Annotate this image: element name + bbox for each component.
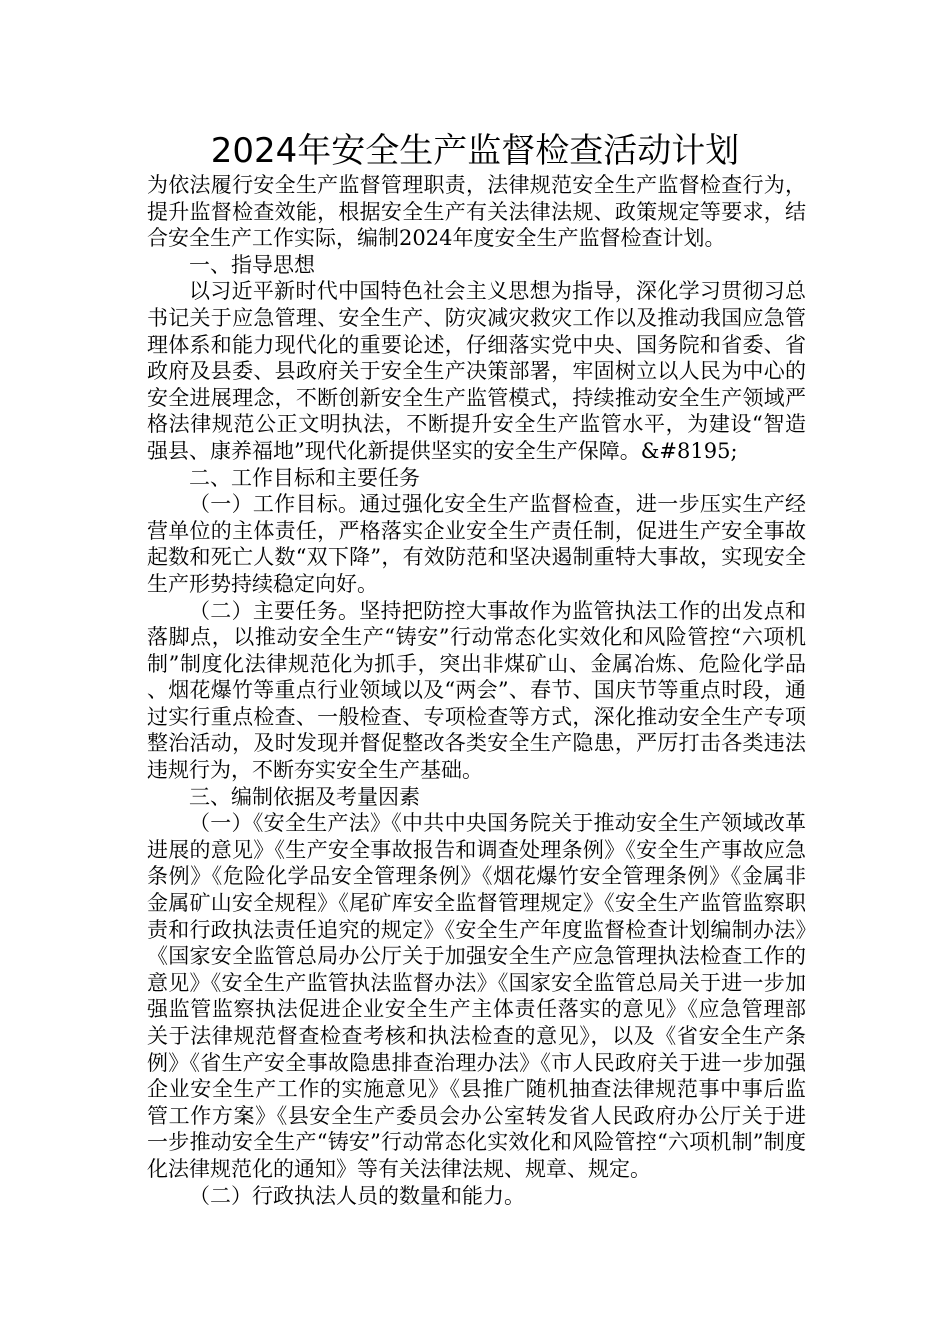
section-heading-guiding-ideology: 一、指导思想 [189,252,315,277]
intro-paragraph: 为依法履行安全生产监督管理职责，法律规范安全生产监督检查行为，提升监督检查效能，根据安全生产有关法律法规、政策规定等要求，结合安全生产工作实际，编制2024年度安全生产监督检查计划。 [147,173,806,251]
document-title: 2024年安全生产监督检查活动计划 [210,131,740,171]
document-body [147,172,806,1209]
work-goal-paragraph: （一）工作目标。通过强化安全生产监督检查，进一步压实生产经营单位的主体责任，严格落实企业安全生产责任制，促进生产安全事故起数和死亡人数“双下降”，有效防范和坚决遏制重特大事故，实现安全生产形势持续稳定向好。 [147,492,806,596]
main-tasks-paragraph: （二）主要任务。坚持把防控大事故作为监管执法工作的出发点和落脚点，以推动安全生产“铸安”行动常态化实效化和风险管控“六项机制”制度化法律规范化为抓手，突出非煤矿山、金属冶炼、危险化学品、烟花爆竹等重点行业领域以及“两会”、春节、国庆节等重点时段，通过实行重点检查、一般检查、专项检查等方式，深化推动安全生产专项整治活动，及时发现并督促整改各类安全生产隐患，严厉打击各类违法违规行为，不断夯实安全生产基础。 [147,598,806,783]
section-heading-basis-factors: 三、编制依据及考量因素 [189,784,420,809]
enforcement-staff-paragraph: （二）行政执法人员的数量和能力。 [189,1183,525,1208]
legal-basis-paragraph: （一）《安全生产法》《中共中央国务院关于推动安全生产领域改革进展的意见》《生产安全事故报告和调查处理条例》《安全生产事故应急条例》《危险化学品安全管理条例》《烟花爆竹安全管理条例》《金属非金属矿山安全规程》《尾矿库安全监督管理规定》《安全生产监管监察职责和行政执法责任追究的规定》《安全生产年度监督检查计划编制办法》《国家安全监管总局办公厅关于加强安全生产应急管理执法检查工作的意见》《安全生产监管执法监督办法》《国家安全监管总局关于进一步加强监管监察执法促进企业安全生产主体责任落实的意见》《应急管理部关于法律规范督查检查考核和执法检查的意见》，以及《省安全生产条例》《省生产安全事故隐患排查治理办法》《市人民政府关于进一步加强企业安全生产工作的实施意见》《县推广随机抽查法律规范事中事后监管工作方案》《县安全生产委员会办公室转发省人民政府办公厅关于进一步推动安全生产“铸安”行动常态化实效化和风险管控“六项机制”制度化法律规范化的通知》等有关法律法规、规章、规定。 [147,811,806,1181]
guiding-ideology-paragraph: 以习近平新时代中国特色社会主义思想为指导，深化学习贯彻习总书记关于应急管理、安全生产、防灾减灾救灾工作以及推动我国应急管理体系和能力现代化的重要论述，仔细落实党中央、国务院和省委、省政府及县委、县政府关于安全生产决策部署，牢固树立以人民为中心的安全进展理念，不断创新安全生产监管模式，持续推动安全生产领域严格法律规范公正文明执法，不断提升安全生产监管水平，为建设“智造强县、康养福地”现代化新提供坚实的安全生产保障。&#8195; [147,279,806,463]
section-heading-goals-tasks: 二、工作目标和主要任务 [189,465,420,490]
